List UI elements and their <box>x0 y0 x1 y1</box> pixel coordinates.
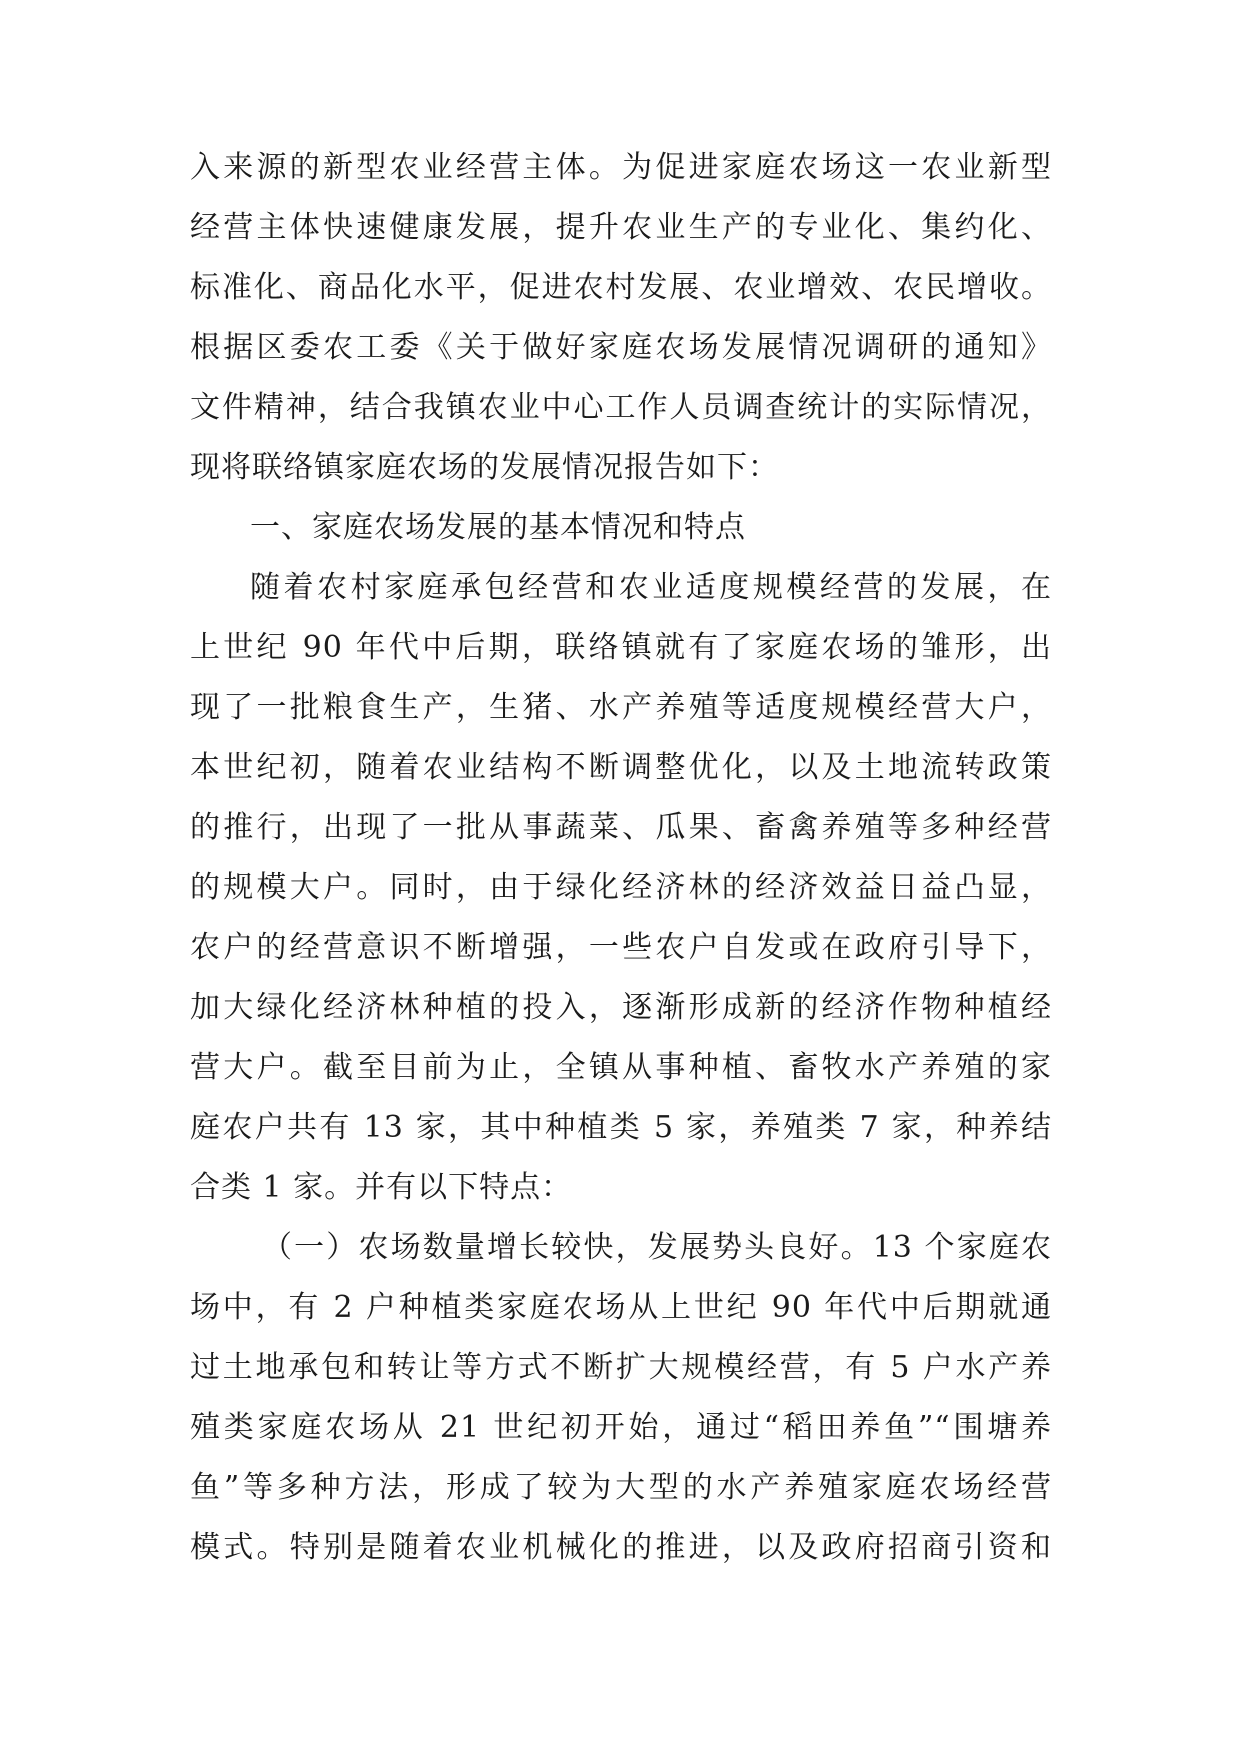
text-line: 过土地承包和转让等方式不断扩大规模经营，有 5 户水产养 <box>190 1350 1052 1385</box>
text-line: 的规模大户。同时，由于绿化经济林的经济效益日益凸显， <box>190 870 1052 905</box>
text-line: 本世纪初，随着农业结构不断调整优化，以及土地流转政策 <box>190 750 1052 785</box>
text-line: 的推行，出现了一批从事蔬菜、瓜果、畜禽养殖等多种经营 <box>190 810 1052 845</box>
text-line: 鱼”等多种方法，形成了较为大型的水产养殖家庭农场经营 <box>190 1470 1052 1505</box>
section-heading: 一、家庭农场发展的基本情况和特点 <box>250 510 746 545</box>
text-line: 入来源的新型农业经营主体。为促进家庭农场这一农业新型 <box>190 150 1052 185</box>
text-line: 根据区委农工委《关于做好家庭农场发展情况调研的通知》 <box>190 330 1052 365</box>
text-line: 农户的经营意识不断增强，一些农户自发或在政府引导下， <box>190 930 1052 965</box>
text-line: 经营主体快速健康发展，提升农业生产的专业化、集约化、 <box>190 210 1052 245</box>
text-line: 模式。特别是随着农业机械化的推进，以及政府招商引资和 <box>190 1530 1052 1565</box>
text-line: 营大户。截至目前为止，全镇从事种植、畜牧水产养殖的家 <box>190 1050 1052 1085</box>
text-line: 合类 1 家。并有以下特点： <box>190 1170 573 1205</box>
text-line: 上世纪 90 年代中后期，联络镇就有了家庭农场的雏形，出 <box>190 630 1052 665</box>
text-line: 加大绿化经济林种植的投入，逐渐形成新的经济作物种植经 <box>190 990 1052 1025</box>
text-line: 现将联络镇家庭农场的发展情况报告如下： <box>190 450 779 485</box>
text-line: 庭农户共有 13 家，其中种植类 5 家，养殖类 7 家，种养结 <box>190 1110 1052 1145</box>
text-line: 标准化、商品化水平，促进农村发展、农业增效、农民增收。 <box>190 270 1052 305</box>
text-line: 殖类家庭农场从 21 世纪初开始，通过“稻田养鱼”“围塘养 <box>190 1410 1052 1445</box>
text-line: 场中，有 2 户种植类家庭农场从上世纪 90 年代中后期就通 <box>190 1290 1052 1325</box>
subsection-line: （一）农场数量增长较快，发展势头良好。13 个家庭农 <box>262 1230 1052 1265</box>
text-line: 现了一批粮食生产，生猪、水产养殖等适度规模经营大户， <box>190 690 1052 725</box>
text-line: 文件精神，结合我镇农业中心工作人员调查统计的实际情况， <box>190 390 1052 425</box>
text-line: 随着农村家庭承包经营和农业适度规模经营的发展，在 <box>250 570 1052 605</box>
